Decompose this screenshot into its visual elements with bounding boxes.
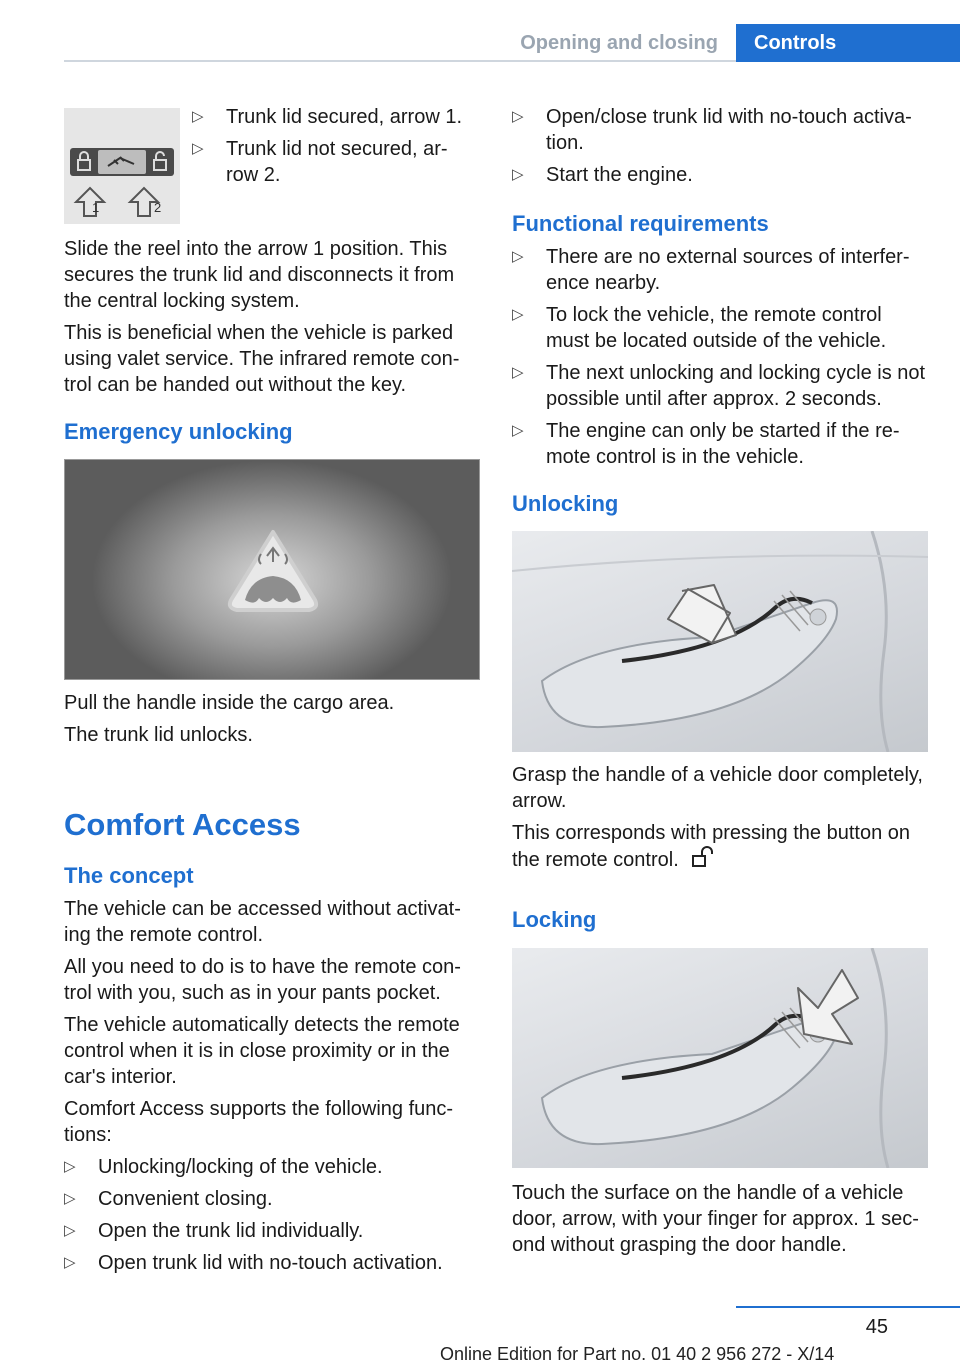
page-number: 45 bbox=[865, 1316, 888, 1338]
list-item: ▷ Open/close trunk lid with no-touch activa-tion. bbox=[512, 104, 928, 156]
left-intro bbox=[64, 236, 474, 398]
list-item: ▷ There are no external sources of interfer-ence nearby. bbox=[512, 244, 928, 296]
paragraph bbox=[512, 820, 928, 875]
switch-status-list-container bbox=[192, 104, 472, 188]
unlocking-text bbox=[512, 762, 928, 875]
paragraph: Grasp the handle of a vehicle door completely, arrow. bbox=[512, 764, 923, 812]
emergency-release-handle-icon bbox=[230, 532, 316, 610]
list-item: ▷ The next unlocking and locking cycle is not possible until after approx. 2 seconds. bbox=[512, 360, 928, 412]
paragraph: Touch the surface on the handle of a vehicle door, arrow, with your finger for approx. 1 sec-ond without grasping the door handle. bbox=[512, 1182, 919, 1256]
concept-heading: The concept bbox=[64, 863, 194, 888]
functions-list-continued bbox=[512, 104, 928, 188]
trunk-switch-figure bbox=[64, 108, 180, 224]
locking-text bbox=[512, 1180, 928, 1258]
emergency-heading: Emergency unlocking bbox=[64, 419, 293, 444]
concept-body bbox=[64, 896, 474, 1276]
list-item: ▷ To lock the vehicle, the remote control must be located outside of the vehicle. bbox=[512, 302, 928, 354]
locking-heading: Locking bbox=[512, 907, 597, 932]
paragraph: The trunk lid unlocks. bbox=[64, 724, 253, 746]
locking-door-handle-figure bbox=[512, 948, 928, 1168]
requirements-body bbox=[512, 244, 928, 470]
unlock-icon bbox=[690, 846, 716, 875]
arrow-icon bbox=[798, 970, 858, 1044]
list-item: ▷ Unlocking/locking of the vehicle. bbox=[64, 1154, 474, 1180]
list-item: ▷ Open the trunk lid individually. bbox=[64, 1218, 474, 1244]
chapter-tab: Controls bbox=[736, 24, 960, 62]
unlocking-heading: Unlocking bbox=[512, 491, 619, 516]
functions-list bbox=[64, 1154, 474, 1276]
footer-rule bbox=[736, 1306, 960, 1308]
paragraph: All you need to do is to have the remote con-trol with you, such as in your pants pocket. bbox=[64, 956, 461, 1004]
unlocking-door-handle-figure bbox=[512, 531, 928, 752]
list-item: ▷ Open trunk lid with no-touch activation. bbox=[64, 1250, 474, 1276]
paragraph: This is beneficial when the vehicle is parked using valet service. The infrared remote con-trol can be handed out without the key. bbox=[64, 322, 460, 396]
paragraph: Pull the handle inside the cargo area. bbox=[64, 692, 395, 714]
functions-continued bbox=[512, 104, 928, 188]
paragraph: The vehicle automatically detects the remote control when it is in close proximity or in the car's interior. bbox=[64, 1014, 460, 1088]
list-item: ▷ Convenient closing. bbox=[64, 1186, 474, 1212]
list-item: ▷ Trunk lid secured, arrow 1. bbox=[192, 104, 472, 130]
list-item: ▷ The engine can only be started if the re-mote control is in the vehicle. bbox=[512, 418, 928, 470]
door-handle bbox=[542, 1008, 837, 1144]
arrow-2 bbox=[130, 188, 161, 216]
list-item: ▷ Start the engine. bbox=[512, 162, 928, 188]
list-item: ▷ Trunk lid not secured, ar-row 2. bbox=[192, 136, 472, 188]
paragraph: Comfort Access supports the following func-tions: bbox=[64, 1098, 454, 1146]
paragraph: Slide the reel into the arrow 1 position. This secures the trunk lid and disconnects it from the central locking system. bbox=[64, 238, 455, 312]
arrow-1 bbox=[76, 188, 104, 216]
svg-text:1: 1 bbox=[92, 200, 100, 215]
switch-status-list bbox=[192, 104, 472, 188]
comfort-access-heading: Comfort Access bbox=[64, 807, 301, 842]
section-title: Opening and closing bbox=[520, 32, 718, 54]
arrow-icon bbox=[668, 585, 736, 643]
paragraph: The vehicle can be accessed without activat-ing the remote control. bbox=[64, 898, 461, 946]
requirements-heading: Functional requirements bbox=[512, 211, 769, 236]
requirements-list bbox=[512, 244, 928, 470]
emergency-handle-figure bbox=[64, 459, 480, 680]
svg-text:2: 2 bbox=[154, 200, 162, 215]
emergency-text bbox=[64, 690, 474, 748]
paragraph-text: This corresponds with pressing the button on the remote control. bbox=[512, 822, 910, 871]
edition-note: Online Edition for Part no. 01 40 2 956 272 - X/14 bbox=[440, 1344, 835, 1362]
